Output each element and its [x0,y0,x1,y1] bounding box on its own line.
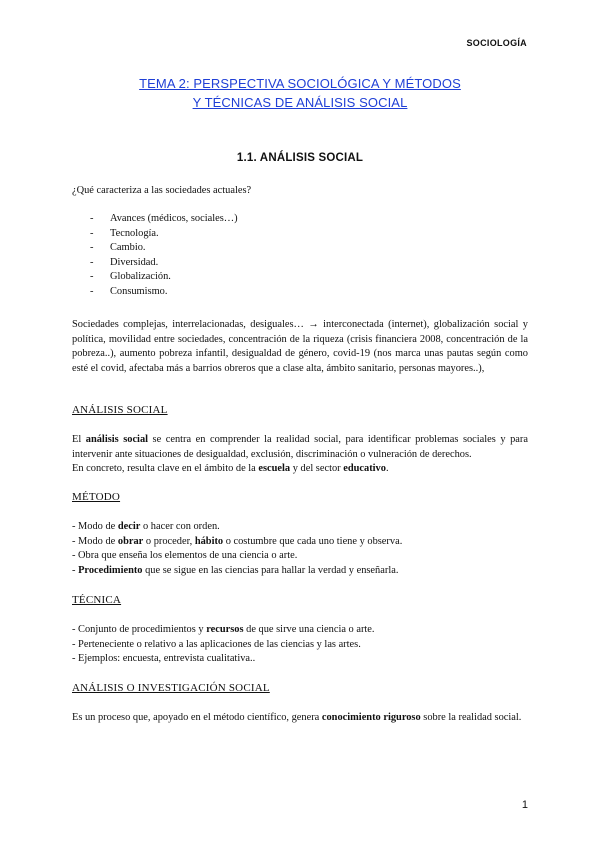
list-item: - Cambio. [90,241,238,256]
bullet-dash: - [90,285,94,297]
list-item: - Perteneciente o relativo a las aplicaciones de las ciencias y las artes. [72,638,361,650]
bullet-dash: - [90,213,94,224]
analisis-social-paragraph: El análisis social se centra en comprender la realidad social, para identificar problemas sociales y para intervenir ante situaciones de desigualdad, exclusión, discriminación o vulneración de derechos. [72,434,528,460]
investigacion-paragraph: Es un proceso que, apoyado en el método científico, genera conocimiento riguroso sobre la realidad social. [72,712,522,723]
page-number: 1 [521,799,528,811]
question-text: ¿Qué caracteriza a las sociedades actuales? [72,185,252,196]
title-line-2: Y TÉCNICAS DE ANÁLISIS SOCIAL [192,95,408,110]
list-item: - Tecnología. [90,227,238,242]
heading-analisis-social: ANÁLISIS SOCIAL [72,404,168,416]
bullet-dash: - [90,256,94,268]
list-item: - Consumismo. [90,285,238,300]
running-header: SOCIOLOGÍA [466,38,527,48]
list-item: - Ejemplos: encuesta, entrevista cualitativa.. [72,653,256,664]
bullet-dash: - [90,242,94,254]
list-item: - Modo de obrar o proceder, hábito o costumbre que cada uno tiene y observa. [72,535,403,547]
tecnica-list [72,623,528,667]
list-item: - Globalización. [90,270,238,285]
list-item: - Conjunto de procedimientos y recursos de que sirve una ciencia o arte. [72,624,375,635]
characteristics-list [90,212,238,300]
societies-paragraph: Sociedades complejas, interrelacionadas, desiguales… → interconectada (internet), globalización social y política, movilidad entre sociedades, concentración de la riqueza (crisis financiera 2008, concentración de la pobreza..), aumento pobreza infantil, desigualdad de género, covid-19 (nos marca unas pautas según como esté el covid, afectaba más a barrios obreros que a clase alta, ámbito sanitario, personas mayores..), [72,319,528,374]
analisis-social-paragraph-2: En concreto, resulta clave en el ámbito de la escuela y del sector educativo. [72,463,389,474]
metodo-list [72,520,528,578]
heading-investigacion: ANÁLISIS O INVESTIGACIÓN SOCIAL [72,682,270,694]
list-item: - Avances (médicos, sociales…) [90,212,238,227]
heading-metodo: MÉTODO [72,491,121,503]
title-line-1: TEMA 2: PERSPECTIVA SOCIOLÓGICA Y MÉTODOS [139,76,461,91]
document-title [0,74,600,112]
list-item: - Obra que enseña los elementos de una ciencia o arte. [72,550,298,561]
bullet-dash: - [90,227,94,239]
heading-tecnica: TÉCNICA [72,594,122,606]
list-item: - Diversidad. [90,256,238,271]
bullet-dash: - [90,271,94,283]
section-subtitle: 1.1. ANÁLISIS SOCIAL [236,152,364,164]
list-item: - Modo de decir o hacer con orden. [72,521,220,532]
list-item: - Procedimiento que se sigue en las ciencias para hallar la verdad y enseñarla. [72,564,399,576]
